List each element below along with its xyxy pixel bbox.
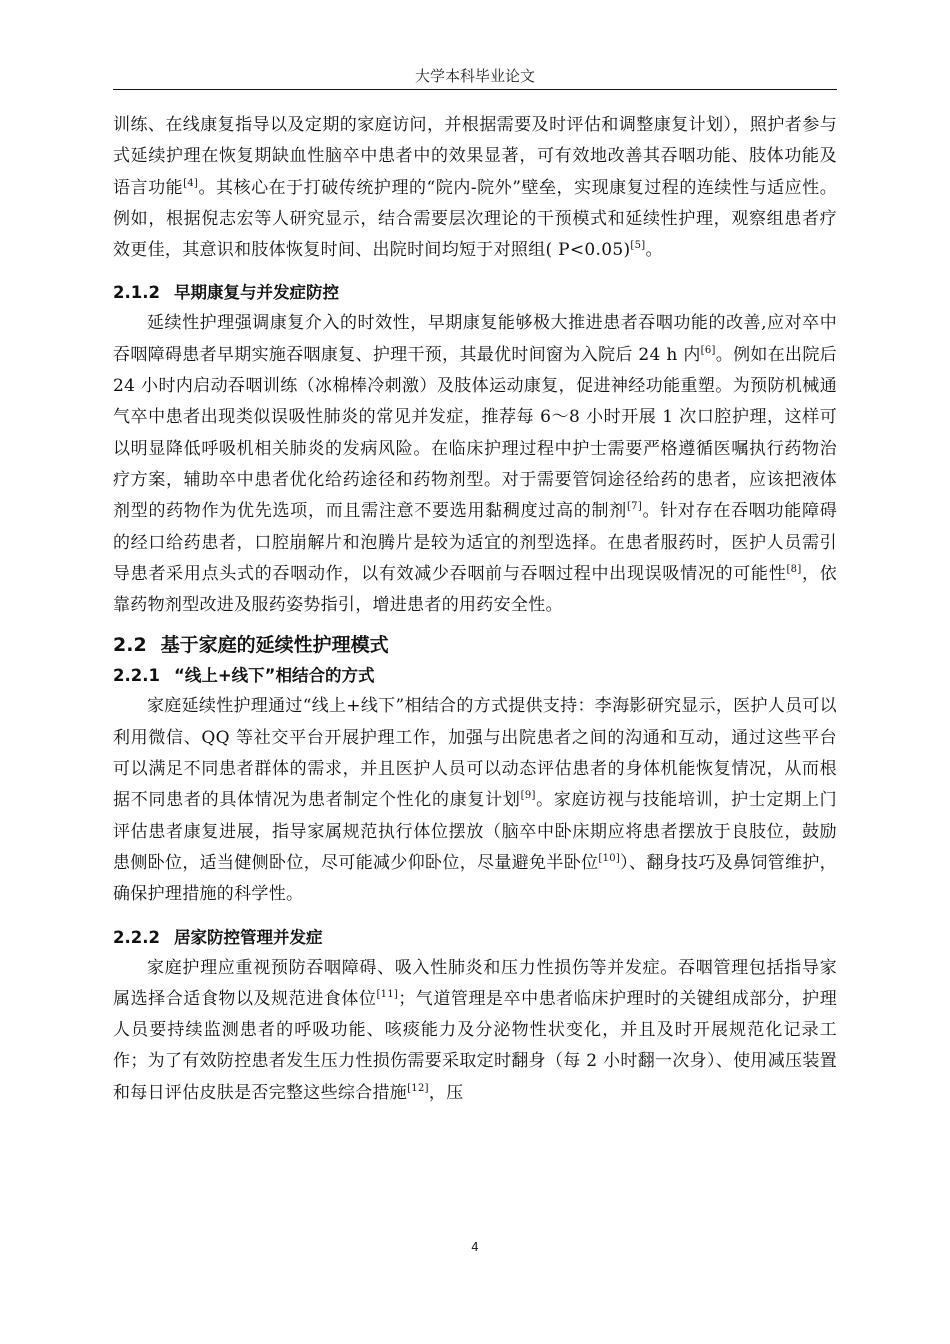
paragraph-home-complications <box>113 953 837 1109</box>
citation: [9] <box>520 790 536 802</box>
heading-title: 基于家庭的延续性护理模式 <box>160 634 389 657</box>
text-run: 家庭延续性护理通过“线上+线下”相结合的方式提供支持：李海影研究显示，医护人员可以利用微信、QQ 等社交平台开展护理工作，加强与出院患者之间的沟通和互动，通过这些平台可以满足不同患者群体的需求，并且医护人员可以动态评估患者的身体机能恢复情况，从而根据不同患者的具体情况为患者制定个性化的康复计划 <box>113 696 837 811</box>
citation: [5] <box>630 240 646 252</box>
heading-number: 2.1.2 <box>113 283 160 303</box>
text-run: 。 <box>645 240 663 261</box>
heading-title: 早期康复与并发症防控 <box>173 283 339 303</box>
heading-title: 居家防控管理并发症 <box>173 927 323 947</box>
text-run: 。家庭访视与技能培训，护士定期上门评估患者康复进展，指导家属规范执行体位摆放（脑卒中卧床期应将患者摆放于良肢位，鼓励患侧卧位，适当健侧卧位，尽可能减少仰卧位，尽量避免半卧位 <box>113 790 837 873</box>
paragraph-early-rehab <box>113 308 837 621</box>
citation: [12] <box>407 1082 429 1094</box>
heading-title: “线上+线下”相结合的方式 <box>173 666 375 686</box>
text-run: ；气道管理是卒中患者临床护理时的关键组成部分，护理人员要持续监测患者的呼吸功能、咳痰能力及分泌物性状变化，并且及时开展规范化记录工作；为了有效防控患者发生压力性损伤需要采取定时翻身（每 2 小时翻一次身）、使用减压装置和每日评估皮肤是否完整这些综合措施 <box>113 988 838 1103</box>
heading-number: 2.2.1 <box>113 666 160 686</box>
text-run: 家庭护理应重视预防吞咽障碍、吸入性肺炎和压力性损伤等并发症。吞咽管理包括指导家属选择合适食物以及规范进食体位 <box>113 957 837 1009</box>
text-run: 。例如在出院后 24 小时内启动吞咽训练（冰棉棒冷刺激）及肢体运动康复，促进神经功能重塑。为预防机械通气卒中患者出现类似误吸性肺炎的常见并发症，推荐每 6～8 小时开展 1 次口腔护理，这样可以明显降低呼吸机相关肺炎的发病风险。在临床护理过程中护士需要严格遵循医嘱执行药物治疗方案，辅助卒中患者优化给药途径和药物剂型。对于需要管饲途径给药的患者，应该把液体剂型的药物作为优先选项，而且需注意不要选用黏稠度过高的制剂 <box>113 344 837 522</box>
text-run: 。其核心在于打破传统护理的“院内-院外”壁垒，实现康复过程的连续性与适应性。例如，根据倪志宏等人研究显示，结合需要层次理论的干预模式和延续性护理，观察组患者疗效更佳，其意识和肢体恢复时间、出院时间均短于对照组( P<0.05) <box>113 177 837 261</box>
citation: [11] <box>376 988 399 1000</box>
header-rule <box>113 89 837 90</box>
heading-2-2 <box>113 629 837 661</box>
heading-2-2-1 <box>113 661 837 691</box>
text-run: ）、翻身技巧及鼻饲管维护，确保护理措施的科学性。 <box>113 852 837 905</box>
page-body <box>113 110 837 1109</box>
citation: [6] <box>700 344 716 356</box>
text-run: ，压 <box>428 1082 464 1103</box>
text-run: 训练、在线康复指导以及定期的家庭访问，并根据需要及时评估和调整康复计划），照护者参与式延续护理在恢复期缺血性脑卒中患者中的效果显著，可有效地改善其吞咽功能、肢体功能及语言功能 <box>113 115 837 198</box>
citation: [7] <box>626 501 643 513</box>
heading-2-2-2 <box>113 923 837 953</box>
citation: [4] <box>183 177 199 189</box>
citation: [10] <box>598 852 621 864</box>
heading-number: 2.2.2 <box>113 927 160 947</box>
heading-2-1-2 <box>113 278 837 308</box>
citation: [8] <box>786 563 802 575</box>
heading-number: 2.2 <box>113 634 147 657</box>
text-run: 延续性护理强调康复介入的时效性，早期康复能够极大推进患者吞咽功能的改善,应对卒中吞咽障碍患者早期实施吞咽康复、护理干预，其最优时间窗为入院后 24 h 内 <box>113 313 837 365</box>
paragraph-online-offline <box>113 691 837 910</box>
text-run: ，依靠药物剂型改进及服药姿势指引，增进患者的用药安全性。 <box>113 563 837 616</box>
page-number: 4 <box>471 1240 479 1254</box>
text-run: 。针对存在吞咽功能障碍的经口给药患者，口腔崩解片和泡腾片是较为适宜的剂型选择。在患者服药时，医护人员需引导患者采用点头式的吞咽动作，以有效减少吞咽前与吞咽过程中出现误吸情况的可能性 <box>113 501 837 584</box>
page-header: 大学本科毕业论文 <box>414 67 535 85</box>
paragraph-continued <box>113 110 837 266</box>
